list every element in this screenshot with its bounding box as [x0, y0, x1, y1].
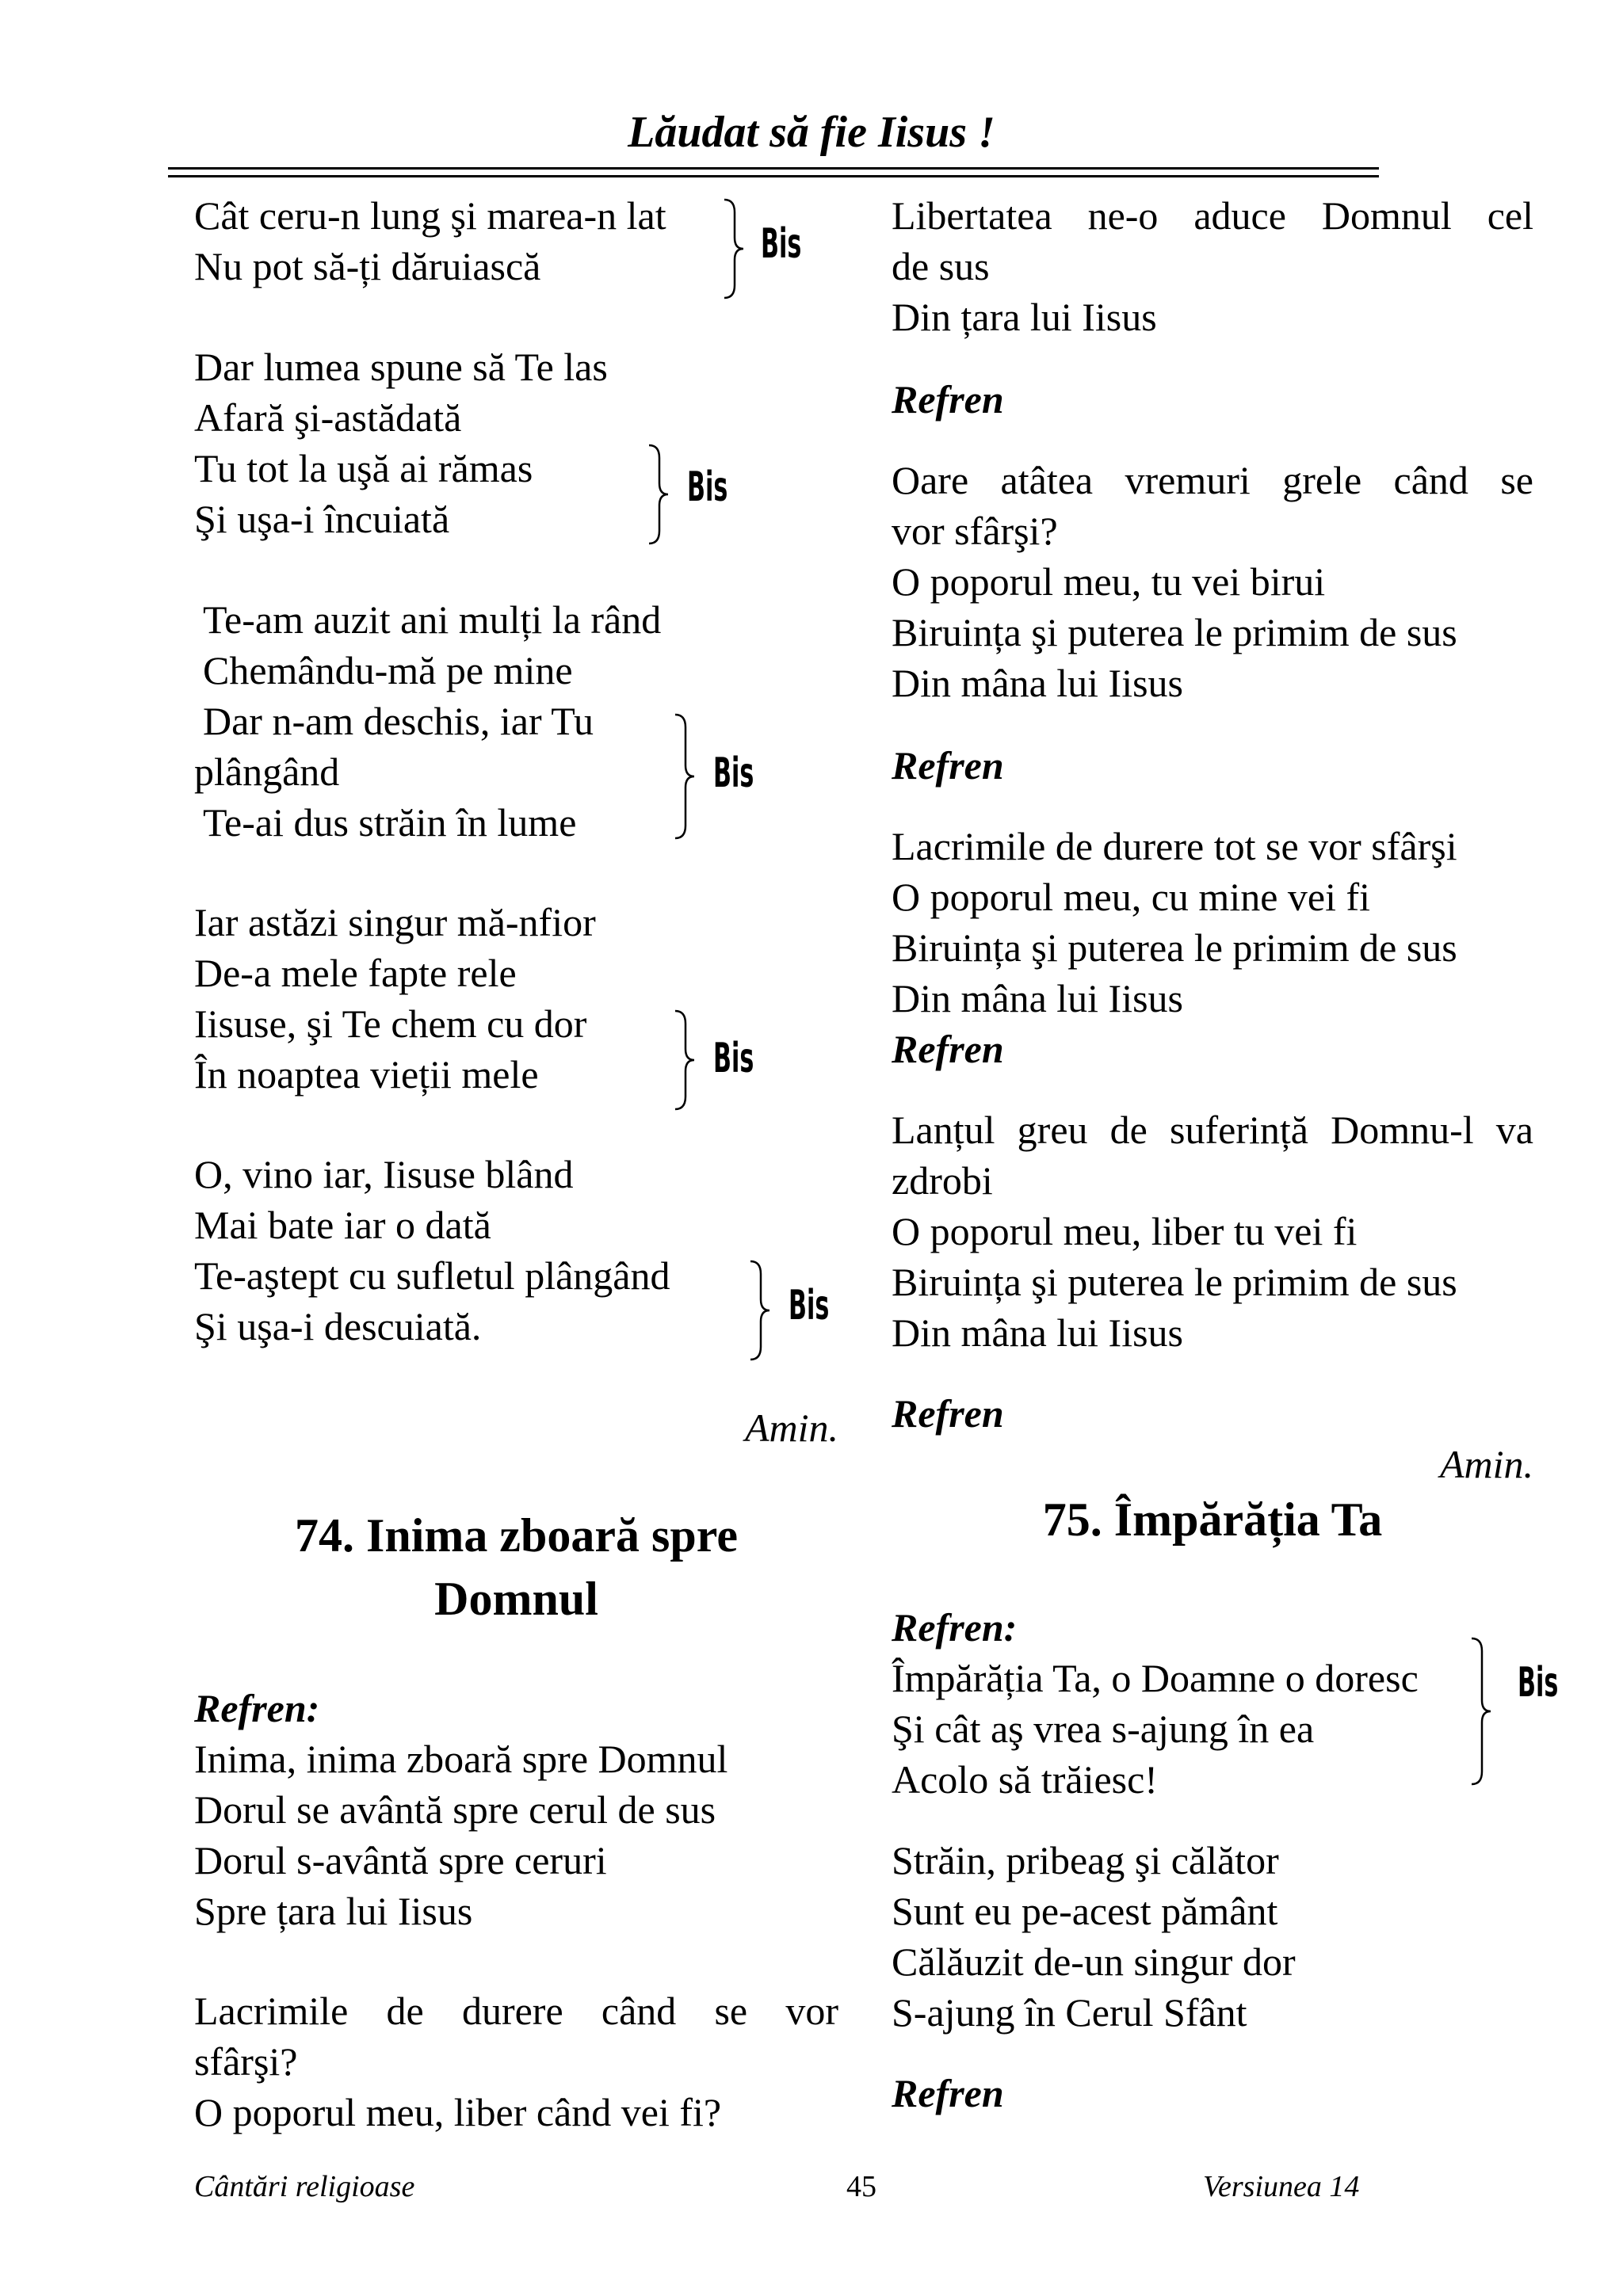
verse-line: O poporul meu, cu mine vei fi — [892, 875, 1371, 919]
verse-line: O, vino iar, Iisuse blând — [194, 1152, 574, 1196]
refrain-label: Refren: — [194, 1686, 320, 1730]
footer-book-title: Cântări religioase — [194, 2170, 415, 2203]
header-rule-top — [168, 167, 1379, 170]
verse-line: Biruința şi puterea le primim de sus — [892, 610, 1457, 654]
verse-line: plângând — [194, 749, 340, 794]
verse-line: Lacrimile de durere când se vor — [194, 1989, 838, 2033]
verse-line: Dorul se avântă spre cerul de sus — [194, 1787, 716, 1832]
verse-line: Iar astăzi singur mă-nfior — [194, 900, 596, 944]
verse-line: sfârşi? — [194, 2039, 298, 2084]
song-75-title: 75. Împărăția Ta — [1042, 1493, 1383, 1546]
verse-line: Te-am auzit ani mulți la rând — [203, 597, 662, 642]
verse-line: De-a mele fapte rele — [194, 951, 517, 995]
verse-line: Cât ceru-n lung şi marea-n lat — [194, 193, 666, 238]
bis-label: Bis — [1518, 1659, 1559, 1707]
bis-label: Bis — [713, 1035, 754, 1082]
verse-line: Din mâna lui Iisus — [892, 661, 1184, 705]
verse-line: Din mâna lui Iisus — [892, 1310, 1184, 1355]
verse-line: Mai bate iar o dată — [194, 1203, 491, 1247]
verse-line: Spre țara lui Iisus — [194, 1889, 473, 1933]
verse-line: Tu tot la uşă ai rămas — [194, 446, 533, 490]
verse-line: O poporul meu, liber când vei fi? — [194, 2090, 722, 2134]
refrain-label: Refren — [892, 743, 1004, 788]
verse-line: Dar n-am deschis, iar Tu — [203, 699, 594, 743]
verse-line: Şi uşa-i descuiată. — [194, 1304, 482, 1348]
verse-line: Din mâna lui Iisus — [892, 976, 1184, 1020]
amin-label: Amin. — [1439, 1442, 1533, 1486]
page-header-title: Lăudat să fie Iisus ! — [628, 108, 995, 157]
verse-line: O poporul meu, tu vei birui — [892, 559, 1326, 604]
refrain-label: Refren — [892, 377, 1004, 421]
footer-version: Versiunea 14 — [1203, 2170, 1360, 2203]
verse-line: Te-aştept cu sufletul plângând — [194, 1253, 670, 1298]
bis-brace — [674, 1009, 697, 1111]
verse-line: Sunt eu pe-acest pământ — [892, 1889, 1278, 1933]
verse-line: S-ajung în Cerul Sfânt — [892, 1990, 1247, 2035]
song-74-title-line1: 74. Inima zboară spre — [295, 1509, 738, 1562]
verse-line: Biruința şi puterea le primim de sus — [892, 925, 1457, 970]
bis-brace — [749, 1260, 773, 1361]
song-74-title-line2: Domnul — [434, 1573, 598, 1625]
verse-line: Oare atâtea vremuri grele când se — [892, 458, 1533, 502]
bis-brace — [674, 713, 697, 840]
verse-line: Afară şi-astădată — [194, 395, 462, 440]
bis-brace — [647, 444, 671, 545]
refrain-label: Refren — [892, 1391, 1004, 1436]
verse-line: Te-ai dus străin în lume — [203, 800, 577, 845]
refrain-label: Refren: — [892, 1605, 1018, 1650]
verse-line: Şi cât aş vrea s-ajung în ea — [892, 1707, 1315, 1751]
verse-line: Dorul s-avântă spre ceruri — [194, 1838, 607, 1882]
verse-line: În noaptea vieții mele — [194, 1052, 539, 1097]
bis-label: Bis — [789, 1282, 830, 1329]
verse-line: zdrobi — [892, 1158, 993, 1203]
verse-line: Libertatea ne-o aduce Domnul cel — [892, 193, 1533, 238]
verse-line: Şi uşa-i încuiată — [194, 497, 450, 541]
verse-line: Lanțul greu de suferință Domnu-l va — [892, 1108, 1533, 1152]
header-rule-bottom — [168, 175, 1379, 177]
verse-line: Străin, pribeag şi călător — [892, 1838, 1279, 1882]
verse-line: Nu pot să-ți dăruiască — [194, 244, 541, 288]
footer-page-number: 45 — [846, 2170, 876, 2203]
verse-line: Chemându-mă pe mine — [203, 648, 573, 692]
verse-line: Acolo să trăiesc! — [892, 1757, 1158, 1802]
bis-brace — [723, 198, 747, 299]
bis-brace — [1470, 1637, 1494, 1787]
verse-line: O poporul meu, liber tu vei fi — [892, 1209, 1358, 1253]
song-74-title — [194, 1504, 838, 1630]
verse-line: Biruința şi puterea le primim de sus — [892, 1260, 1457, 1304]
verse-line: Călăuzit de-un singur dor — [892, 1939, 1296, 1984]
verse-line: Lacrimile de durere tot se vor sfârşi — [892, 824, 1457, 868]
bis-label: Bis — [713, 749, 754, 797]
verse-line: Iisuse, şi Te chem cu dor — [194, 1001, 587, 1046]
bis-label: Bis — [687, 463, 728, 511]
refrain-label: Refren — [892, 1027, 1004, 1071]
verse-line: Dar lumea spune să Te las — [194, 345, 608, 389]
verse-line: de sus — [892, 244, 990, 288]
verse-line: Împărăția Ta, o Doamne o doresc — [892, 1656, 1419, 1700]
bis-label: Bis — [761, 220, 802, 268]
amin-label: Amin. — [744, 1405, 838, 1450]
refrain-label: Refren — [892, 2071, 1004, 2115]
verse-line: Inima, inima zboară spre Domnul — [194, 1737, 728, 1781]
verse-line: vor sfârşi? — [892, 509, 1058, 553]
verse-line: Din țara lui Iisus — [892, 295, 1157, 339]
